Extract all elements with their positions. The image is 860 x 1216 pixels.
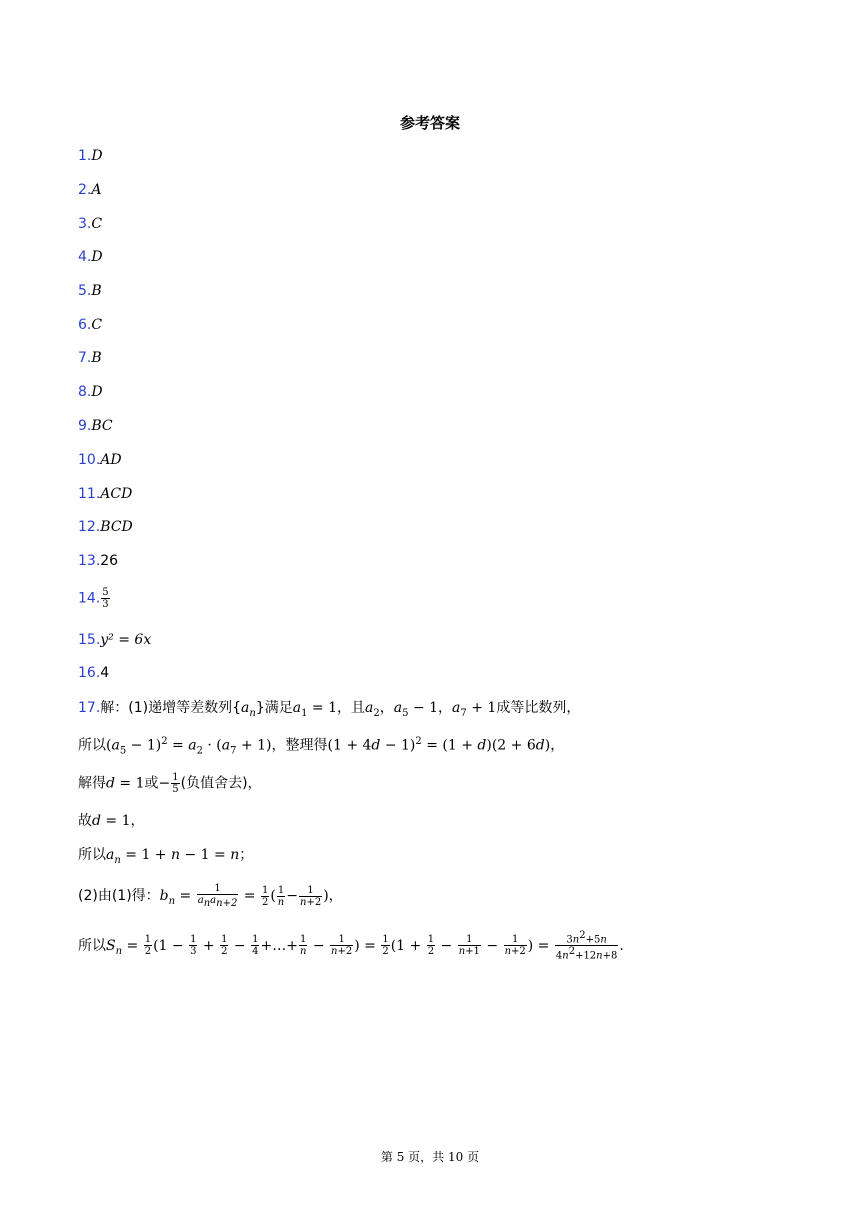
fraction: $\frac{1}{n+2}$: [504, 934, 526, 958]
answer-item: 14. $\frac{5}{3}$: [78, 587, 109, 610]
page-title: 参考答案: [399, 114, 460, 132]
fraction: $\frac{1}{2}$: [382, 934, 389, 958]
solution-line-3: 解得d = 1或− $\frac{1}{5}$ (负值舍去)，: [78, 772, 262, 795]
fraction: $\frac{1}{2}$: [144, 934, 152, 958]
solution-line-4: 故d = 1，: [78, 813, 145, 829]
answer-item: 11.ACD: [78, 486, 133, 502]
answer-item: 6.C: [78, 317, 103, 333]
answer-item: 3.C: [78, 216, 103, 232]
answer-item: 1.D: [78, 148, 103, 164]
answer-item: 2.A: [78, 182, 102, 198]
fraction: $\frac{3n^2+5n}{4n^2+12n+8}$: [555, 930, 618, 962]
fraction: $\frac{1}{3}$: [190, 934, 197, 958]
solution-line-1: 17.解：(1)递增等差数列$\{a_n\}$满足$a_1 = 1$，且$a_2$，$a_5 - 1$，$a_7 + 1$成等比数列，: [78, 700, 581, 719]
page-footer: 第 5 页，共 10 页: [380, 1150, 480, 1164]
answer-item: 16.4: [78, 665, 110, 681]
fraction: $\frac{1}{n+2}$: [299, 884, 322, 908]
fraction: $\frac{1}{5}$: [172, 772, 179, 795]
solution-line-5: 所以$a_n = 1 + n - 1 = n$；: [78, 847, 254, 866]
answer-item: 13.26: [78, 553, 119, 569]
answer-item: 9.BC: [78, 418, 113, 434]
fraction: $\frac{1}{2}$: [261, 884, 269, 908]
fraction: $\frac{1}{n}$: [277, 884, 285, 908]
answer-item: 8.D: [78, 384, 103, 400]
fraction: $\frac{1}{n}$: [299, 934, 307, 958]
answer-item: 4.D: [78, 249, 103, 265]
answer-item: 7.B: [78, 350, 102, 366]
fraction: $\frac{1}{a_na_{n+2}}$: [197, 883, 238, 909]
solution-line-6: (2)由(1)得：$b_n$ = $\frac{1}{a_na_{n+2}}$ = $\frac{1}{2}$ ( $\frac{1}{n}$ − $\frac{1}{n+2}$ )，: [78, 883, 343, 909]
fraction: $\frac{1}{2}$: [427, 934, 435, 958]
answer-item: 5.B: [78, 283, 102, 299]
solution-line-7: 所以$S_n$ = $\frac{1}{2}$ (1 − $\frac{1}{3}$ + $\frac{1}{2}$ − $\frac{1}{4}$ +…+ $\frac{1}{n}$ − $\frac{1}{n+2}$ ) = $\frac{1}{2}$ (1 + $\frac{1}{2}$ − $\frac{1}{n+1}$ − $\frac{1}{n+2}$ ) = $\frac{3n^2+5n}{4n^2+12n+8}$ .: [78, 930, 624, 962]
fraction: $\frac{1}{2}$: [221, 934, 228, 958]
fraction: $\frac{5}{3}$: [102, 587, 109, 610]
fraction: $\frac{1}{n+2}$: [331, 934, 353, 958]
answer-item: 10.AD: [78, 452, 122, 468]
fraction: $\frac{1}{n+1}$: [458, 934, 480, 958]
answer-item: 12.BCD: [78, 519, 133, 535]
fraction: $\frac{1}{4}$: [252, 934, 259, 958]
answer-item: 15.y² = 6x: [78, 632, 152, 648]
solution-line-2: 所以$(a_5 - 1)^2 = a_2 \cdot (a_7 + 1)$，整理得$(1 + 4d - 1)^2 = (1 + d)(2 + 6d)$，: [78, 736, 565, 757]
